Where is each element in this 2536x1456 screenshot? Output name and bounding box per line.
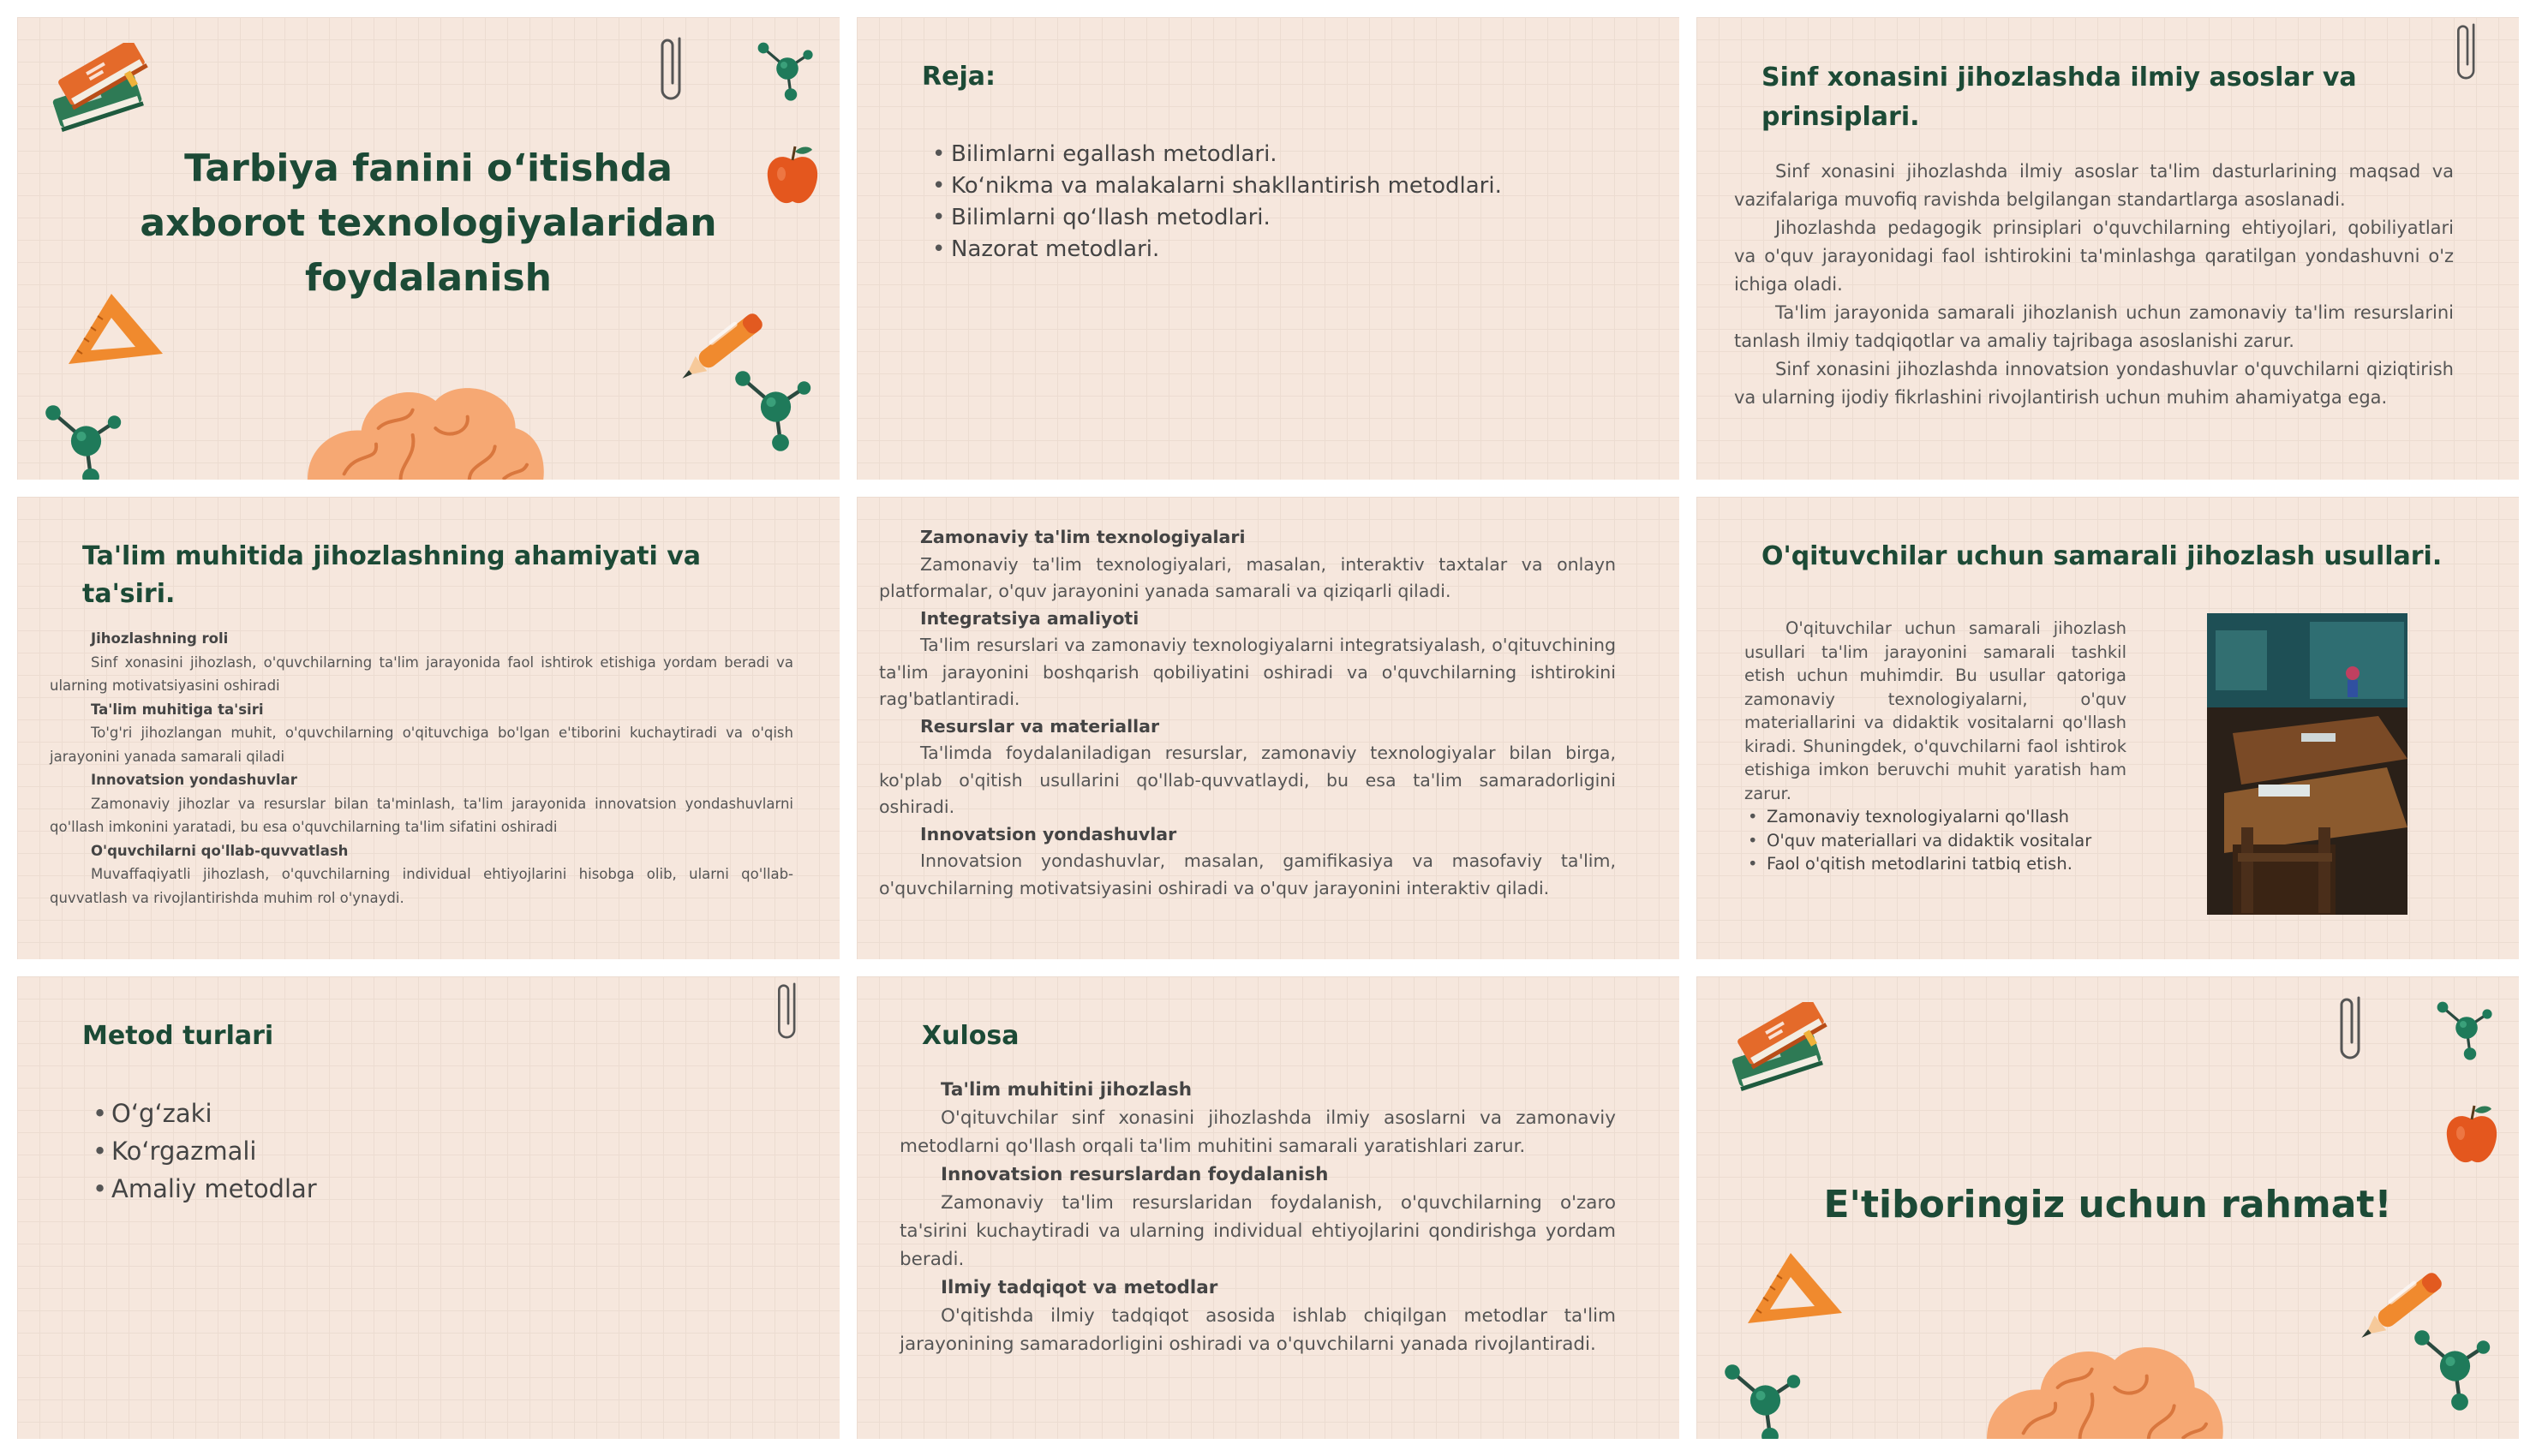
- body-text: [1744, 617, 2126, 876]
- slide-heading: Ta'lim muhitida jihozlashning ahamiyati va ta'siri.: [82, 541, 702, 609]
- molecule-icon: [750, 34, 818, 103]
- paragraph: Ta'lim jarayonida samarali jihozlanish uchun zamonaviy ta'lim resurslarini tanlash ilmiy tadqiqotlar va amaliy tajribaga asoslanishi zarur.: [1734, 302, 2454, 351]
- slide-4[interactable]: [17, 497, 840, 959]
- section-text: O'qitishda ilmiy tadqiqot asosida ishlab chiqilgan metodlar ta'lim jarayonining samaradorligini oshiradi va o'quvchilarni yanada rivojlantiradi.: [900, 1305, 1616, 1355]
- section-text: Zamonaviy ta'lim resurslaridan foydalanish, o'quvchilarning o'zaro ta'sirini kuchaytiradi va ularning individual ehtiyojlarini qondirishga yordam beradi.: [900, 1192, 1616, 1270]
- section-title: Ta'lim muhitiga ta'siri: [91, 701, 264, 718]
- books-icon: [43, 43, 163, 137]
- section-text: O'qituvchilar sinf xonasini jihozlashda ilmiy asoslarni va zamonaviy metodlarni qo'llash orqali ta'lim muhitini samarali yaratishlari zarur.: [900, 1107, 1616, 1157]
- list-item: • Bilimlarni egallash metodlari.: [929, 139, 1502, 170]
- list-item: • Bilimlarni qoʻllash metodlari.: [929, 202, 1502, 234]
- section-text: Innovatsion yondashuvlar, masalan, gamifikasiya va masofaviy ta'lim, o'quvchilarning motivatsiyasini oshiradi va o'quv jarayonini interaktiv qiladi.: [879, 850, 1616, 898]
- section-text: Sinf xonasini jihozlash, o'quvchilarning ta'lim jarayonida faol ishtirok etishiga yordam beradi va ularning motivatsiyasini oshiradi: [50, 653, 793, 694]
- slide-heading: Sinf xonasini jihozlashda ilmiy asoslar va prinsiplari.: [1761, 63, 2357, 132]
- slide-8[interactable]: [857, 976, 1679, 1439]
- section-title: Innovatsion yondashuvlar: [91, 772, 297, 788]
- molecule-icon: [724, 360, 818, 454]
- section-title: Innovatsion resurslardan foydalanish: [941, 1164, 1329, 1185]
- list-item: • Koʻnikma va malakalarni shakllantirish metodlari.: [929, 170, 1502, 202]
- molecule-icon: [34, 394, 129, 480]
- body-text: [1734, 158, 2454, 412]
- section-text: To'g'ri jihozlangan muhit, o'quvchilarning o'qituvchiga bo'lgan e'tiborini kuchaytiradi va o'qish jarayonini yanada samarali qiladi: [50, 725, 793, 765]
- paperclip-icon: [655, 30, 690, 107]
- list-item: • O'quv materiallari va didaktik vositalar: [1744, 829, 2126, 853]
- brain-icon: [261, 360, 587, 480]
- section-text: Ta'lim resurslari va zamonaviy texnologiyalarni integratsiyalash, o'qituvchining ta'lim jarayonini boshqarish qobiliyatini oshiradi va o'quvchilarning ishtirokini rag'batlantiradi.: [879, 635, 1616, 709]
- list-item: • Amaliy metodlar: [89, 1170, 317, 1208]
- list-item: • Faol o'qitish metodlarini tatbiq etish.: [1744, 852, 2126, 876]
- slide-2[interactable]: [857, 17, 1679, 480]
- molecule-icon: [1714, 1353, 1808, 1439]
- brain-icon: [1941, 1319, 2266, 1439]
- slide-9[interactable]: [1696, 976, 2519, 1439]
- section-title: Jihozlashning roli: [91, 630, 229, 647]
- molecule-icon: [2403, 1319, 2497, 1413]
- section-text: Zamonaviy ta'lim texnologiyalari, masalan, interaktiv taxtalar va onlayn platformalar, o'quv jarayonini yanada samarali va qiziqarli qiladi.: [879, 553, 1616, 601]
- books-icon: [1722, 1002, 1842, 1096]
- section-title: Resurslar va materiallar: [920, 715, 1160, 737]
- body-text: [900, 1076, 1616, 1358]
- slide-1[interactable]: [17, 17, 840, 480]
- slide-heading: Xulosa: [922, 1021, 1020, 1051]
- slide-heading: Metod turlari: [82, 1021, 274, 1051]
- paperclip-icon: [771, 976, 805, 1045]
- section-text: Ta'limda foydalaniladigan resurslar, zamonaviy texnologiyalar bilan birga, ko'plab o'qitish usullarini qo'llab-quvvatlaydi, bu esa ta'lim samaradorligini oshiradi.: [879, 743, 1616, 817]
- slide-heading: Reja:: [922, 62, 996, 92]
- body-text: [50, 627, 793, 910]
- section-title: Integratsiya amaliyoti: [920, 607, 1139, 629]
- slide-7[interactable]: [17, 976, 840, 1439]
- paragraph: Jihozlashda pedagogik prinsiplari o'quvchilarning ehtiyojlari, qobiliyatlari va o'quv jarayonidagi faol ishtirokini ta'minlashga qaratilgan yondashuvni o'z ichiga oladi.: [1734, 218, 2454, 295]
- paragraph: Sinf xonasini jihozlashda innovatsion yondashuvlar o'quvchilarni qiziqtirish va ularning ijodiy fikrlashini rivojlantirish uchun muhim ahamiyatga ega.: [1734, 359, 2454, 408]
- section-title: Ta'lim muhitini jihozlash: [941, 1079, 1193, 1101]
- paragraph: Sinf xonasini jihozlashda ilmiy asoslar ta'lim dasturlarining maqsad va vazifalariga muvofiq ravishda belgilangan standartlarga asoslanadi.: [1734, 161, 2454, 210]
- slide-title: Tarbiya fanini oʻitishda axborot texnologiyalaridan foydalanish: [140, 146, 717, 300]
- list-item: • Oʻgʻzaki: [89, 1095, 317, 1132]
- paperclip-icon: [2335, 989, 2369, 1066]
- molecule-icon: [2429, 994, 2497, 1062]
- method-types-list: [89, 1095, 317, 1208]
- slide-title: E'tiboringiz uchun rahmat!: [1823, 1183, 2392, 1226]
- list-item: • Nazorat metodlari.: [929, 234, 1502, 266]
- section-title: O'quvchilarni qo'llab-quvvatlash: [91, 842, 349, 859]
- section-text: Muvaffaqiyatli jihozlash, o'quvchilarning individual ehtiyojlarini hisobga olib, ularni qo'llab-quvvatlash va rivojlantirishda muhim rol o'ynaydi.: [50, 866, 793, 906]
- ruler-triangle-icon: [1739, 1246, 1851, 1332]
- method-list: [1744, 805, 2126, 876]
- apple-icon: [763, 141, 822, 210]
- section-text: Zamonaviy jihozlar va resurslar bilan ta'minlash, ta'lim jarayonida innovatsion yondashuvlarni qo'llash imkonini yaratadi, bu esa o'quvchilarning ta'lim sifatini oshiradi: [50, 795, 793, 835]
- slide-5[interactable]: [857, 497, 1679, 959]
- slide-6[interactable]: [1696, 497, 2519, 959]
- slide-heading: O'qituvchilar uchun samarali jihozlash usullari.: [1761, 541, 2443, 571]
- body-text: [879, 524, 1616, 902]
- paperclip-icon: [2450, 17, 2485, 86]
- list-item: • Koʻrgazmali: [89, 1132, 317, 1170]
- slide-3[interactable]: [1696, 17, 2519, 480]
- list-item: • Zamonaviy texnologiyalarni qo'llash: [1744, 805, 2126, 829]
- classroom-photo: [2207, 613, 2407, 915]
- plan-list: [929, 139, 1502, 266]
- section-title: Zamonaviy ta'lim texnologiyalari: [920, 527, 1246, 547]
- section-title: Innovatsion yondashuvlar: [920, 823, 1177, 844]
- apple-icon: [2442, 1101, 2502, 1169]
- paragraph: O'qituvchilar uchun samarali jihozlash usullari ta'lim jarayonini samarali tashkil etish uchun muhimdir. Bu usullar qatoriga zamonaviy texnologiyalarni, o'quv materiallarini va didaktik vositalarni qo'llash kiradi. Shuningdek, o'quvchilarni faol ishtirok etishiga imkon beruvchi muhit yaratish ham zarur.: [1744, 618, 2126, 803]
- section-title: Ilmiy tadqiqot va metodlar: [941, 1277, 1218, 1298]
